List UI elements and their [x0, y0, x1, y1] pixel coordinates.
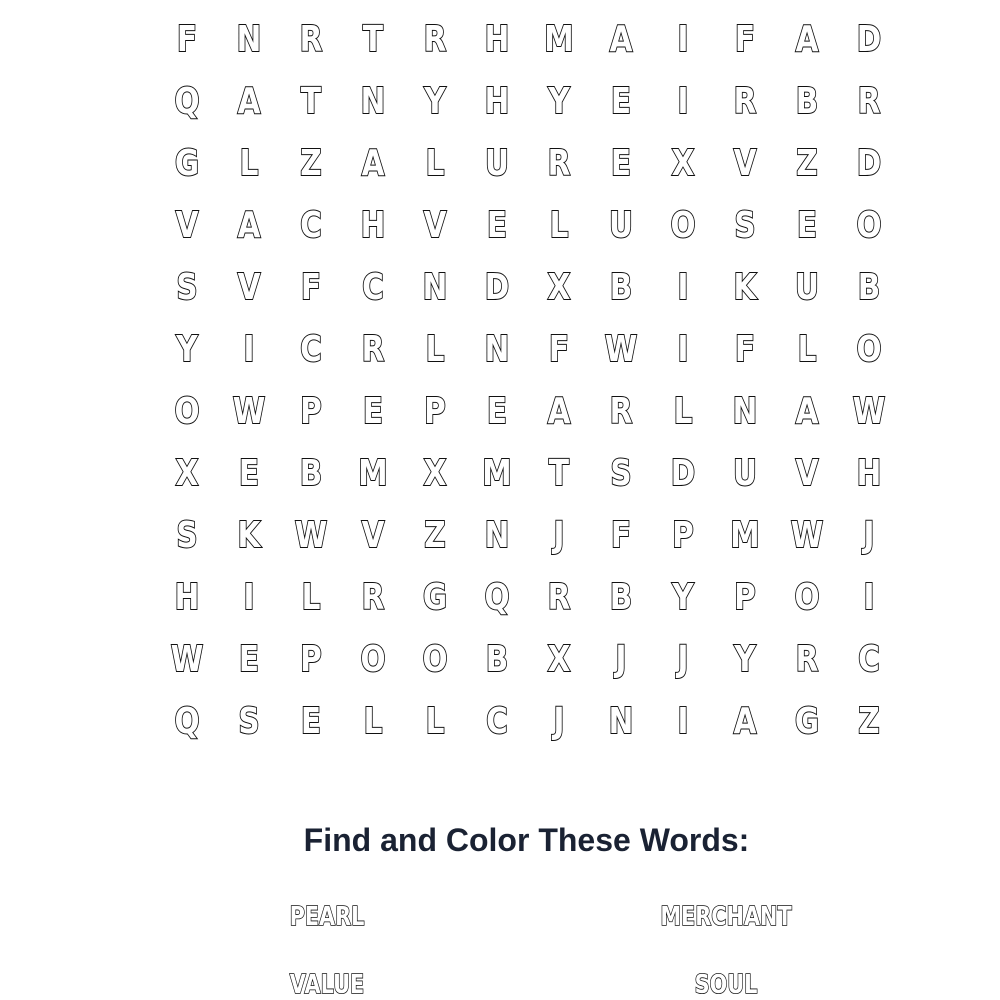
grid-cell[interactable]: W [170, 638, 204, 680]
grid-cell[interactable]: G [174, 142, 200, 184]
grid-cell[interactable]: Y [176, 328, 198, 370]
grid-cell[interactable]: T [300, 80, 322, 122]
grid-cell[interactable]: L [797, 328, 817, 370]
grid-cell[interactable]: L [239, 142, 259, 184]
grid-cell[interactable]: R [547, 142, 571, 184]
grid-cell[interactable]: H [174, 576, 200, 618]
grid-cell[interactable]: R [609, 390, 633, 432]
grid-cell[interactable]: Y [424, 80, 446, 122]
grid-cell[interactable]: X [671, 142, 695, 184]
grid-cell[interactable]: N [236, 18, 262, 60]
grid-cell[interactable]: V [175, 204, 199, 246]
grid-cell[interactable]: Z [858, 700, 880, 742]
grid-cell[interactable]: P [672, 514, 694, 556]
grid-cell[interactable]: R [795, 638, 819, 680]
grid-cell[interactable]: E [796, 204, 818, 246]
grid-cell[interactable]: E [610, 80, 632, 122]
grid-cell[interactable]: R [423, 18, 447, 60]
grid-cell[interactable]: V [237, 266, 261, 308]
grid-cell[interactable]: J [553, 700, 565, 742]
grid-cell[interactable]: I [677, 18, 689, 60]
grid-cell[interactable]: L [425, 142, 445, 184]
grid-cell[interactable]: R [547, 576, 571, 618]
grid-cell[interactable]: A [795, 18, 819, 60]
grid-cell[interactable]: J [677, 638, 689, 680]
grid-cell[interactable]: M [482, 452, 512, 494]
grid-cell[interactable]: E [362, 390, 384, 432]
grid-cell[interactable]: A [733, 700, 757, 742]
grid-cell[interactable]: C [486, 700, 508, 742]
grid-cell[interactable]: C [362, 266, 384, 308]
grid-cell[interactable]: V [795, 452, 819, 494]
grid-cell[interactable]: W [294, 514, 328, 556]
grid-cell[interactable]: P [734, 576, 756, 618]
grid-cell[interactable]: A [547, 390, 571, 432]
grid-cell[interactable]: I [677, 266, 689, 308]
grid-cell[interactable]: B [609, 576, 633, 618]
grid-cell[interactable]: E [486, 204, 508, 246]
grid-cell[interactable]: N [360, 80, 386, 122]
grid-cell[interactable]: I [243, 576, 255, 618]
grid-cell[interactable]: V [423, 204, 447, 246]
word-list-title: Find and Color These Words: [303, 822, 750, 858]
grid-cell[interactable]: E [610, 142, 632, 184]
grid-cell[interactable]: F [548, 328, 570, 370]
grid-cell[interactable]: B [609, 266, 633, 308]
grid-cell[interactable]: A [609, 18, 633, 60]
word-item: SOUL [694, 970, 758, 1000]
grid-cell[interactable]: C [858, 638, 880, 680]
grid-cell[interactable]: F [176, 18, 198, 60]
grid-cell[interactable]: I [677, 328, 689, 370]
grid-cell[interactable]: K [733, 266, 757, 308]
grid-cell[interactable]: L [301, 576, 321, 618]
grid-cell[interactable]: N [484, 514, 510, 556]
grid-cell[interactable]: X [547, 638, 571, 680]
grid-cell[interactable]: J [863, 514, 875, 556]
grid-cell[interactable]: H [484, 18, 510, 60]
grid-cell[interactable]: P [300, 638, 322, 680]
grid-cell[interactable]: R [733, 80, 757, 122]
grid-cell[interactable]: A [361, 142, 385, 184]
grid-cell[interactable]: L [363, 700, 383, 742]
grid-cell[interactable]: L [549, 204, 569, 246]
grid-cell[interactable]: A [795, 390, 819, 432]
grid-cell[interactable]: W [604, 328, 638, 370]
grid-cell[interactable]: O [360, 638, 386, 680]
grid-cell[interactable]: U [795, 266, 819, 308]
grid-cell[interactable]: S [176, 514, 198, 556]
grid-cell[interactable]: G [794, 700, 820, 742]
grid-cell[interactable]: X [547, 266, 571, 308]
grid-cell[interactable]: O [174, 390, 200, 432]
grid-cell[interactable]: I [677, 80, 689, 122]
grid-cell[interactable]: C [300, 204, 322, 246]
grid-cell[interactable]: E [238, 452, 260, 494]
letter-grid [156, 8, 900, 752]
grid-cell[interactable]: C [300, 328, 322, 370]
grid-cell[interactable]: M [730, 514, 760, 556]
grid-cell[interactable]: H [856, 452, 882, 494]
grid-cell[interactable]: A [237, 204, 261, 246]
grid-cell[interactable]: W [790, 514, 824, 556]
grid-cell[interactable]: V [733, 142, 757, 184]
grid-cell[interactable]: S [176, 266, 198, 308]
grid-cell[interactable]: Z [424, 514, 446, 556]
grid-cell[interactable]: Z [796, 142, 818, 184]
word-item: PEARL [289, 902, 365, 932]
grid-cell[interactable]: B [795, 80, 819, 122]
grid-cell[interactable]: Z [300, 142, 322, 184]
grid-cell[interactable]: X [175, 452, 199, 494]
grid-cell[interactable]: V [361, 514, 385, 556]
grid-cell[interactable]: J [615, 638, 627, 680]
grid-cell[interactable]: B [485, 638, 509, 680]
grid-cell[interactable]: O [794, 576, 820, 618]
grid-cell[interactable]: Q [174, 700, 200, 742]
grid-cell[interactable]: F [300, 266, 322, 308]
grid-cell[interactable]: B [299, 452, 323, 494]
grid-cell[interactable]: J [553, 514, 565, 556]
grid-cell[interactable]: G [422, 576, 448, 618]
word-item: MERCHANT [660, 902, 792, 932]
grid-cell[interactable]: M [358, 452, 388, 494]
grid-cell[interactable]: D [856, 142, 882, 184]
grid-cell[interactable]: S [238, 700, 260, 742]
grid-cell[interactable]: S [734, 204, 756, 246]
grid-cell[interactable]: X [423, 452, 447, 494]
grid-cell[interactable]: P [424, 390, 446, 432]
grid-cell[interactable]: F [734, 328, 756, 370]
word-item: VALUE [289, 970, 365, 1000]
grid-cell[interactable]: U [733, 452, 757, 494]
grid-cell[interactable]: U [609, 204, 633, 246]
grid-cell[interactable]: W [232, 390, 266, 432]
grid-cell[interactable]: N [484, 328, 510, 370]
grid-cell[interactable]: Y [548, 80, 570, 122]
grid-cell[interactable]: U [485, 142, 509, 184]
grid-cell[interactable]: T [362, 18, 384, 60]
grid-cell[interactable]: O [856, 204, 882, 246]
grid-cell[interactable]: I [863, 576, 875, 618]
grid-cell[interactable]: R [361, 328, 385, 370]
grid-cell[interactable]: F [610, 514, 632, 556]
grid-cell[interactable]: O [422, 638, 448, 680]
grid-cell[interactable]: D [856, 18, 882, 60]
grid-cell[interactable]: L [425, 328, 445, 370]
grid-cell[interactable]: P [300, 390, 322, 432]
grid-cell[interactable]: N [422, 266, 448, 308]
grid-cell[interactable]: N [608, 700, 634, 742]
grid-cell[interactable]: O [670, 204, 696, 246]
grid-cell[interactable]: L [425, 700, 445, 742]
grid-cell[interactable]: W [852, 390, 886, 432]
grid-cell[interactable]: R [299, 18, 323, 60]
grid-cell[interactable]: H [484, 80, 510, 122]
grid-cell[interactable]: E [238, 638, 260, 680]
grid-cell[interactable]: A [237, 80, 261, 122]
grid-cell[interactable]: Q [484, 576, 510, 618]
grid-cell[interactable]: T [548, 452, 570, 494]
grid-cell[interactable]: F [734, 18, 756, 60]
grid-cell[interactable]: H [360, 204, 386, 246]
grid-cell[interactable]: L [673, 390, 693, 432]
grid-cell[interactable]: Y [734, 638, 756, 680]
grid-cell[interactable]: D [484, 266, 510, 308]
grid-cell[interactable]: I [243, 328, 255, 370]
grid-cell[interactable]: Y [672, 576, 694, 618]
grid-cell[interactable]: B [857, 266, 881, 308]
grid-cell[interactable]: S [610, 452, 632, 494]
grid-cell[interactable]: M [544, 18, 574, 60]
grid-cell[interactable]: D [670, 452, 696, 494]
grid-cell[interactable]: R [857, 80, 881, 122]
grid-cell[interactable]: O [856, 328, 882, 370]
grid-cell[interactable]: I [677, 700, 689, 742]
grid-cell[interactable]: R [361, 576, 385, 618]
grid-cell[interactable]: E [486, 390, 508, 432]
grid-cell[interactable]: N [732, 390, 758, 432]
grid-cell[interactable]: K [237, 514, 261, 556]
grid-cell[interactable]: Q [174, 80, 200, 122]
grid-cell[interactable]: E [300, 700, 322, 742]
